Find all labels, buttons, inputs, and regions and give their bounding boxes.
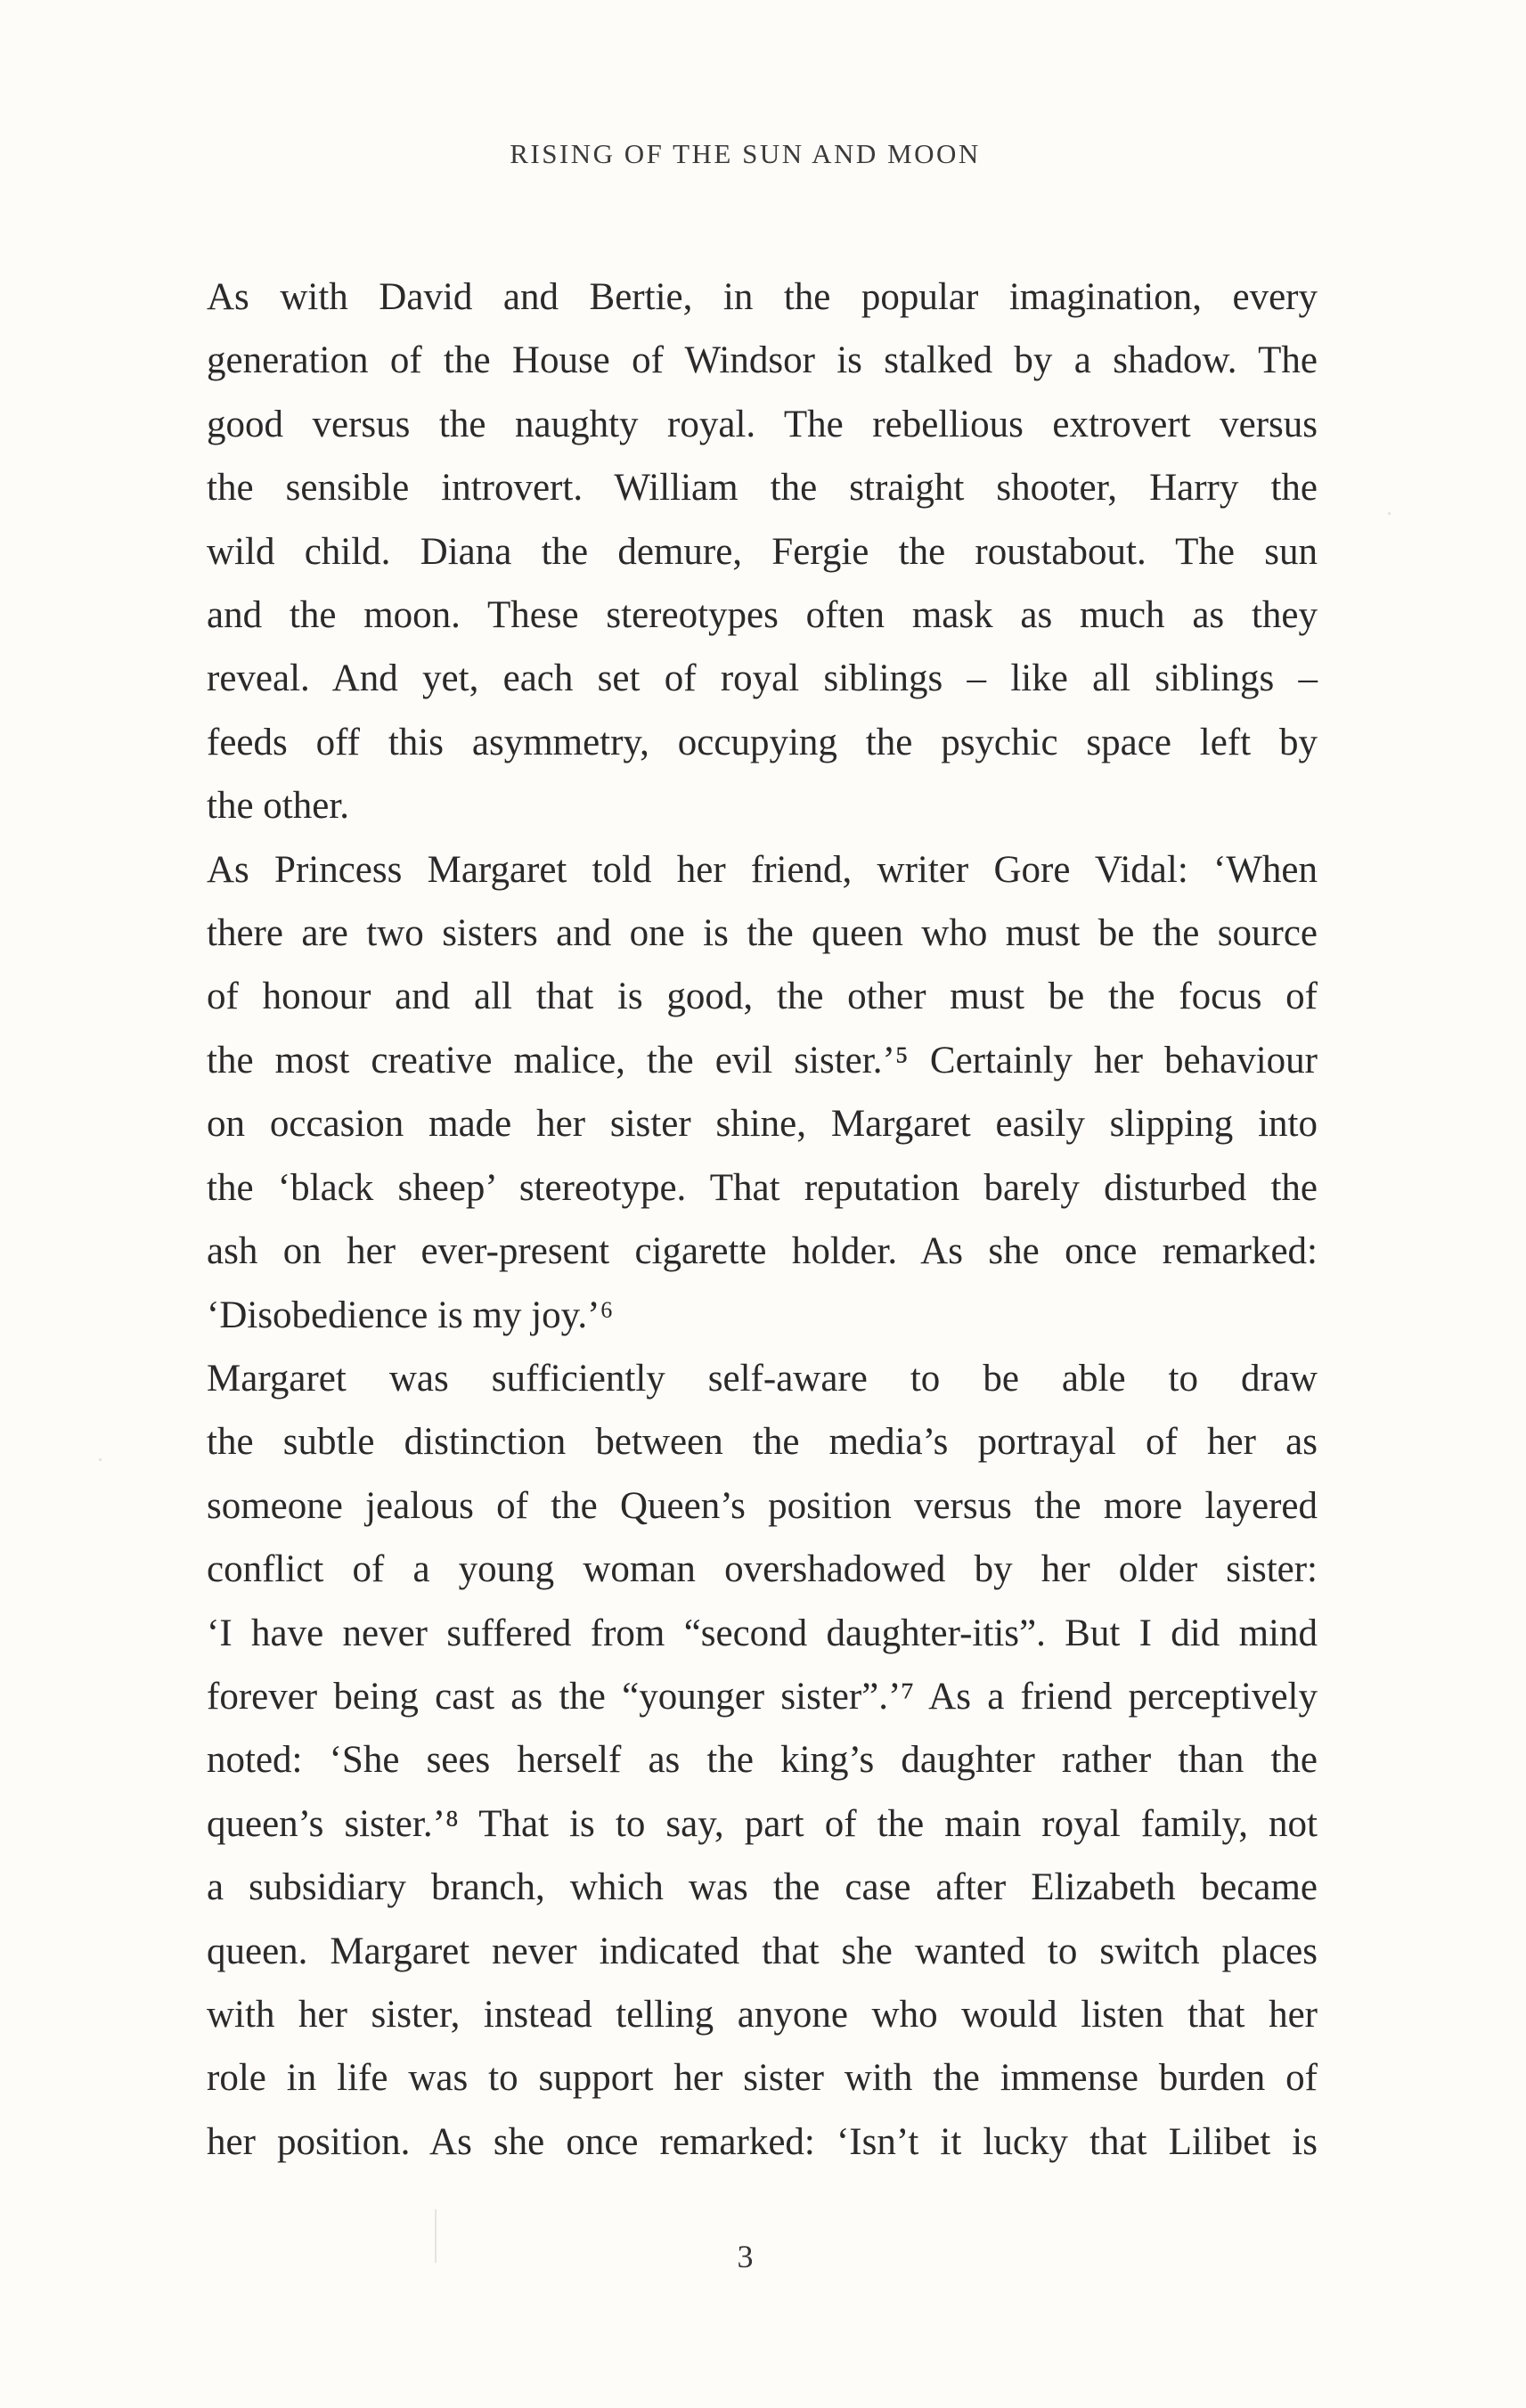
text-line: noted: ‘She sees herself as the king’s daughter rather than the — [207, 1739, 1318, 1782]
text-line: Margaret was sufficiently self-aware to be able to draw — [207, 1357, 1318, 1400]
text-line: the ‘black sheep’ stereotype. That reputation barely disturbed the — [207, 1166, 1318, 1209]
text-line: As Princess Margaret told her friend, writer Gore Vidal: ‘When — [207, 848, 1318, 891]
text-line: good versus the naughty royal. The rebellious extrovert versus — [207, 403, 1318, 445]
text-line: reveal. And yet, each set of royal siblings – like all siblings – — [207, 657, 1318, 700]
text-line: the most creative malice, the evil sister.’⁵ Certainly her behaviour — [207, 1039, 1318, 1082]
text-line: wild child. Diana the demure, Fergie the roustabout. The sun — [207, 530, 1318, 573]
scan-mark — [99, 1458, 102, 1461]
scan-mark — [435, 2209, 437, 2263]
paragraph-1 — [167, 265, 1318, 838]
running-head: RISING OF THE SUN AND MOON — [510, 138, 981, 169]
text-line: someone jealous of the Queen’s position versus the more layered — [207, 1484, 1318, 1527]
text-line: ‘I have never suffered from “second daughter-itis”. But I did mind — [207, 1612, 1318, 1654]
text-line: ash on her ever-present cigarette holder. As she once remarked: — [207, 1230, 1318, 1273]
scan-mark — [1388, 512, 1391, 515]
text-line: there are two sisters and one is the queen who must be the source — [207, 912, 1318, 955]
text-line: conflict of a young woman overshadowed by her older sister: — [207, 1548, 1318, 1591]
body-text — [167, 265, 1318, 2174]
text-line: the sensible introvert. William the straight shooter, Harry the — [207, 467, 1318, 510]
text-line: As with David and Bertie, in the popular imagination, every — [207, 276, 1318, 318]
text-line: generation of the House of Windsor is stalked by a shadow. The — [207, 339, 1318, 382]
text-line: of honour and all that is good, the other must be the focus of — [207, 975, 1318, 1018]
text-line: queen. Margaret never indicated that she wanted to switch places — [207, 1930, 1318, 1972]
text-line: forever being cast as the “younger sister”.’⁷ As a friend perceptively — [207, 1675, 1318, 1718]
text-line: queen’s sister.’⁸ That is to say, part of the main royal family, not — [207, 1802, 1318, 1845]
text-line: ‘Disobedience is my joy.’⁶ — [207, 1294, 614, 1336]
text-line: her position. As she once remarked: ‘Isn’t it lucky that Lilibet is — [207, 2120, 1318, 2163]
text-line: on occasion made her sister shine, Margaret easily slipping into — [207, 1103, 1318, 1146]
text-line: and the moon. These stereotypes often mask as much as they — [207, 594, 1318, 637]
text-line: the other. — [207, 785, 350, 828]
text-line: the subtle distinction between the media’s portrayal of her as — [207, 1421, 1318, 1464]
text-line: a subsidiary branch, which was the case after Elizabeth became — [207, 1866, 1318, 1909]
paragraph-3 — [167, 1347, 1318, 2174]
paragraph-2 — [167, 838, 1318, 1347]
text-line: role in life was to support her sister with the immense burden of — [207, 2057, 1318, 2100]
text-line: feeds off this asymmetry, occupying the psychic space left by — [207, 721, 1318, 763]
text-line: with her sister, instead telling anyone who would listen that her — [207, 1993, 1318, 2036]
page-number: 3 — [737, 2239, 754, 2274]
